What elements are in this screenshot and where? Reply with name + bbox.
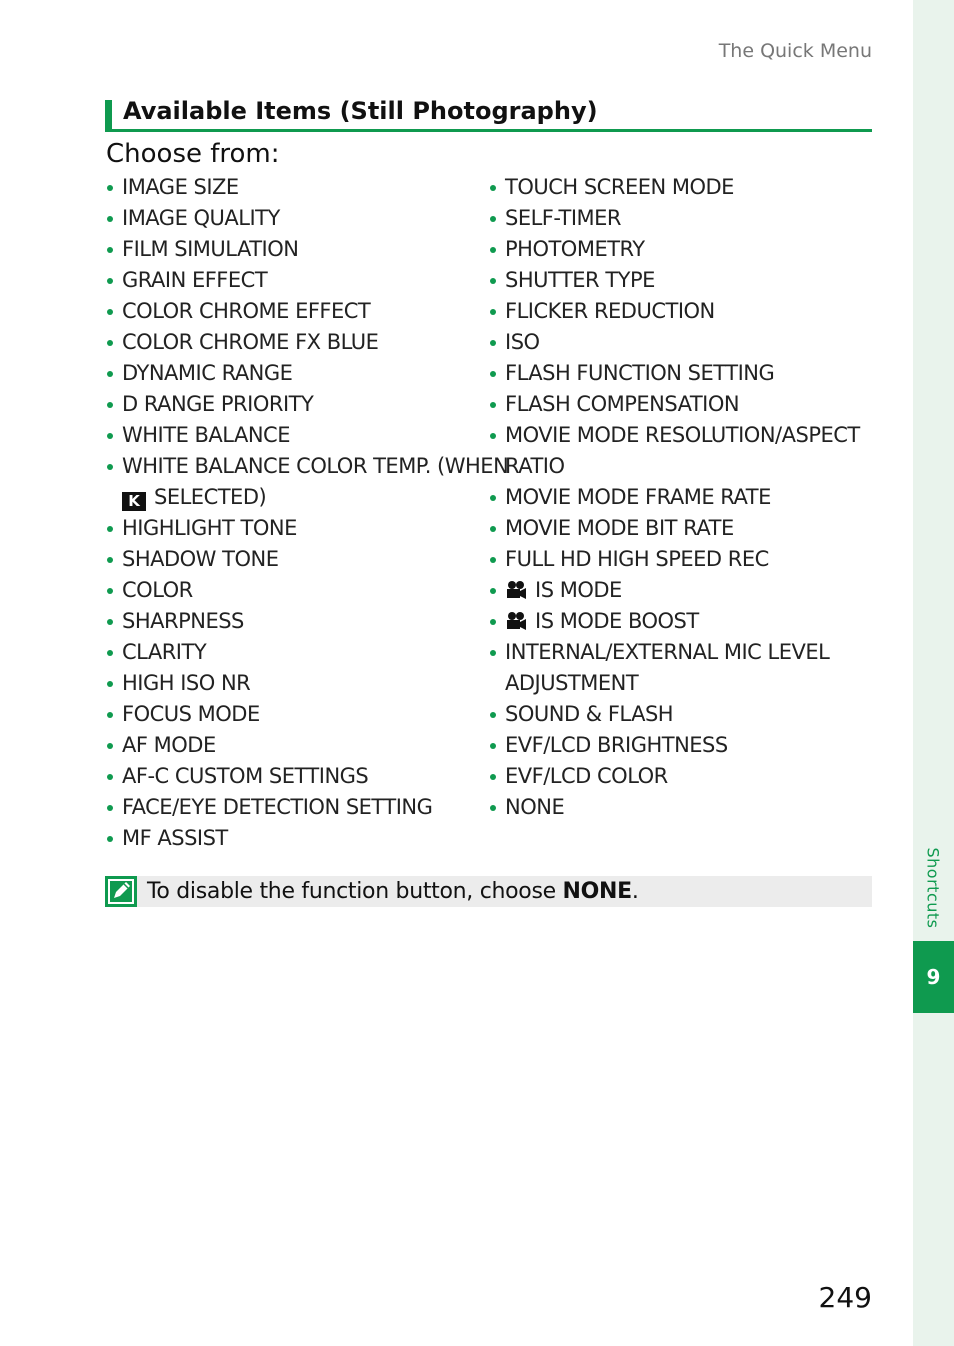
list-item: CLARITY	[105, 637, 490, 668]
list-item: ISO	[488, 327, 880, 358]
list-item	[488, 606, 880, 637]
list-item: SHADOW TONE	[105, 544, 490, 575]
right-item-list	[488, 172, 880, 823]
list-item	[488, 637, 880, 699]
list-item: IMAGE SIZE	[105, 172, 490, 203]
list-item: WHITE BALANCE	[105, 420, 490, 451]
list-item: NONE	[488, 792, 880, 823]
section-heading	[105, 97, 872, 132]
list-item-text: ADJUSTMENT	[505, 671, 639, 695]
page-number: 249	[818, 1281, 872, 1314]
list-item: FILM SIMULATION	[105, 234, 490, 265]
list-item: SHARPNESS	[105, 606, 490, 637]
list-item-text: INTERNAL/EXTERNAL MIC LEVEL	[505, 640, 830, 664]
list-item: DYNAMIC RANGE	[105, 358, 490, 389]
list-item	[488, 575, 880, 606]
list-item: FULL HD HIGH SPEED REC	[488, 544, 880, 575]
list-item: FACE/EYE DETECTION SETTING	[105, 792, 490, 823]
list-item	[105, 451, 509, 513]
movie-camera-icon	[505, 611, 527, 631]
section-heading-title: Available Items (Still Photography)	[123, 97, 598, 125]
list-item-text: IS MODE BOOST	[535, 609, 699, 633]
list-item: HIGH ISO NR	[105, 668, 490, 699]
note-pencil-icon	[105, 876, 137, 907]
list-item: COLOR CHROME EFFECT	[105, 296, 490, 327]
list-item: COLOR	[105, 575, 490, 606]
list-item-text: RATIO	[505, 454, 565, 478]
list-item: SELF-TIMER	[488, 203, 880, 234]
list-item-text: MOVIE MODE RESOLUTION/ASPECT	[505, 423, 860, 447]
note-text-before: To disable the function button, choose	[147, 879, 563, 904]
list-item: IMAGE QUALITY	[105, 203, 490, 234]
movie-camera-icon	[505, 580, 527, 600]
note-box	[105, 876, 872, 907]
list-item: TOUCH SCREEN MODE	[488, 172, 880, 203]
list-item	[488, 420, 880, 482]
list-item: PHOTOMETRY	[488, 234, 880, 265]
list-item-text: WHITE BALANCE COLOR TEMP. (WHEN	[122, 454, 509, 478]
running-header: The Quick Menu	[718, 40, 872, 62]
list-item: GRAIN EFFECT	[105, 265, 490, 296]
list-item: D RANGE PRIORITY	[105, 389, 490, 420]
list-item: FLICKER REDUCTION	[488, 296, 880, 327]
list-item: MF ASSIST	[105, 823, 490, 854]
chapter-side-tab	[913, 0, 954, 1346]
list-item: AF-C CUSTOM SETTINGS	[105, 761, 490, 792]
left-item-list	[105, 172, 509, 854]
kelvin-icon: K	[122, 492, 146, 511]
list-item-text: IS MODE	[535, 578, 622, 602]
chapter-side-label: Shortcuts	[923, 847, 943, 929]
list-item: EVF/LCD COLOR	[488, 761, 880, 792]
list-item: SOUND & FLASH	[488, 699, 880, 730]
list-item: SHUTTER TYPE	[488, 265, 880, 296]
list-item-text: SELECTED)	[154, 485, 267, 509]
list-item: FLASH COMPENSATION	[488, 389, 880, 420]
list-item: FOCUS MODE	[105, 699, 490, 730]
note-text-after: .	[631, 879, 639, 904]
list-item: HIGHLIGHT TONE	[105, 513, 490, 544]
list-item: AF MODE	[105, 730, 490, 761]
chapter-number-badge: 9	[913, 941, 954, 1013]
list-item: COLOR CHROME FX BLUE	[105, 327, 490, 358]
list-item: MOVIE MODE FRAME RATE	[488, 482, 880, 513]
note-text-bold: NONE	[562, 879, 632, 904]
note-text	[147, 876, 639, 907]
choose-from-label: Choose from:	[106, 139, 280, 169]
list-item: EVF/LCD BRIGHTNESS	[488, 730, 880, 761]
list-item: MOVIE MODE BIT RATE	[488, 513, 880, 544]
heading-accent-bar	[105, 100, 112, 132]
list-item: FLASH FUNCTION SETTING	[488, 358, 880, 389]
